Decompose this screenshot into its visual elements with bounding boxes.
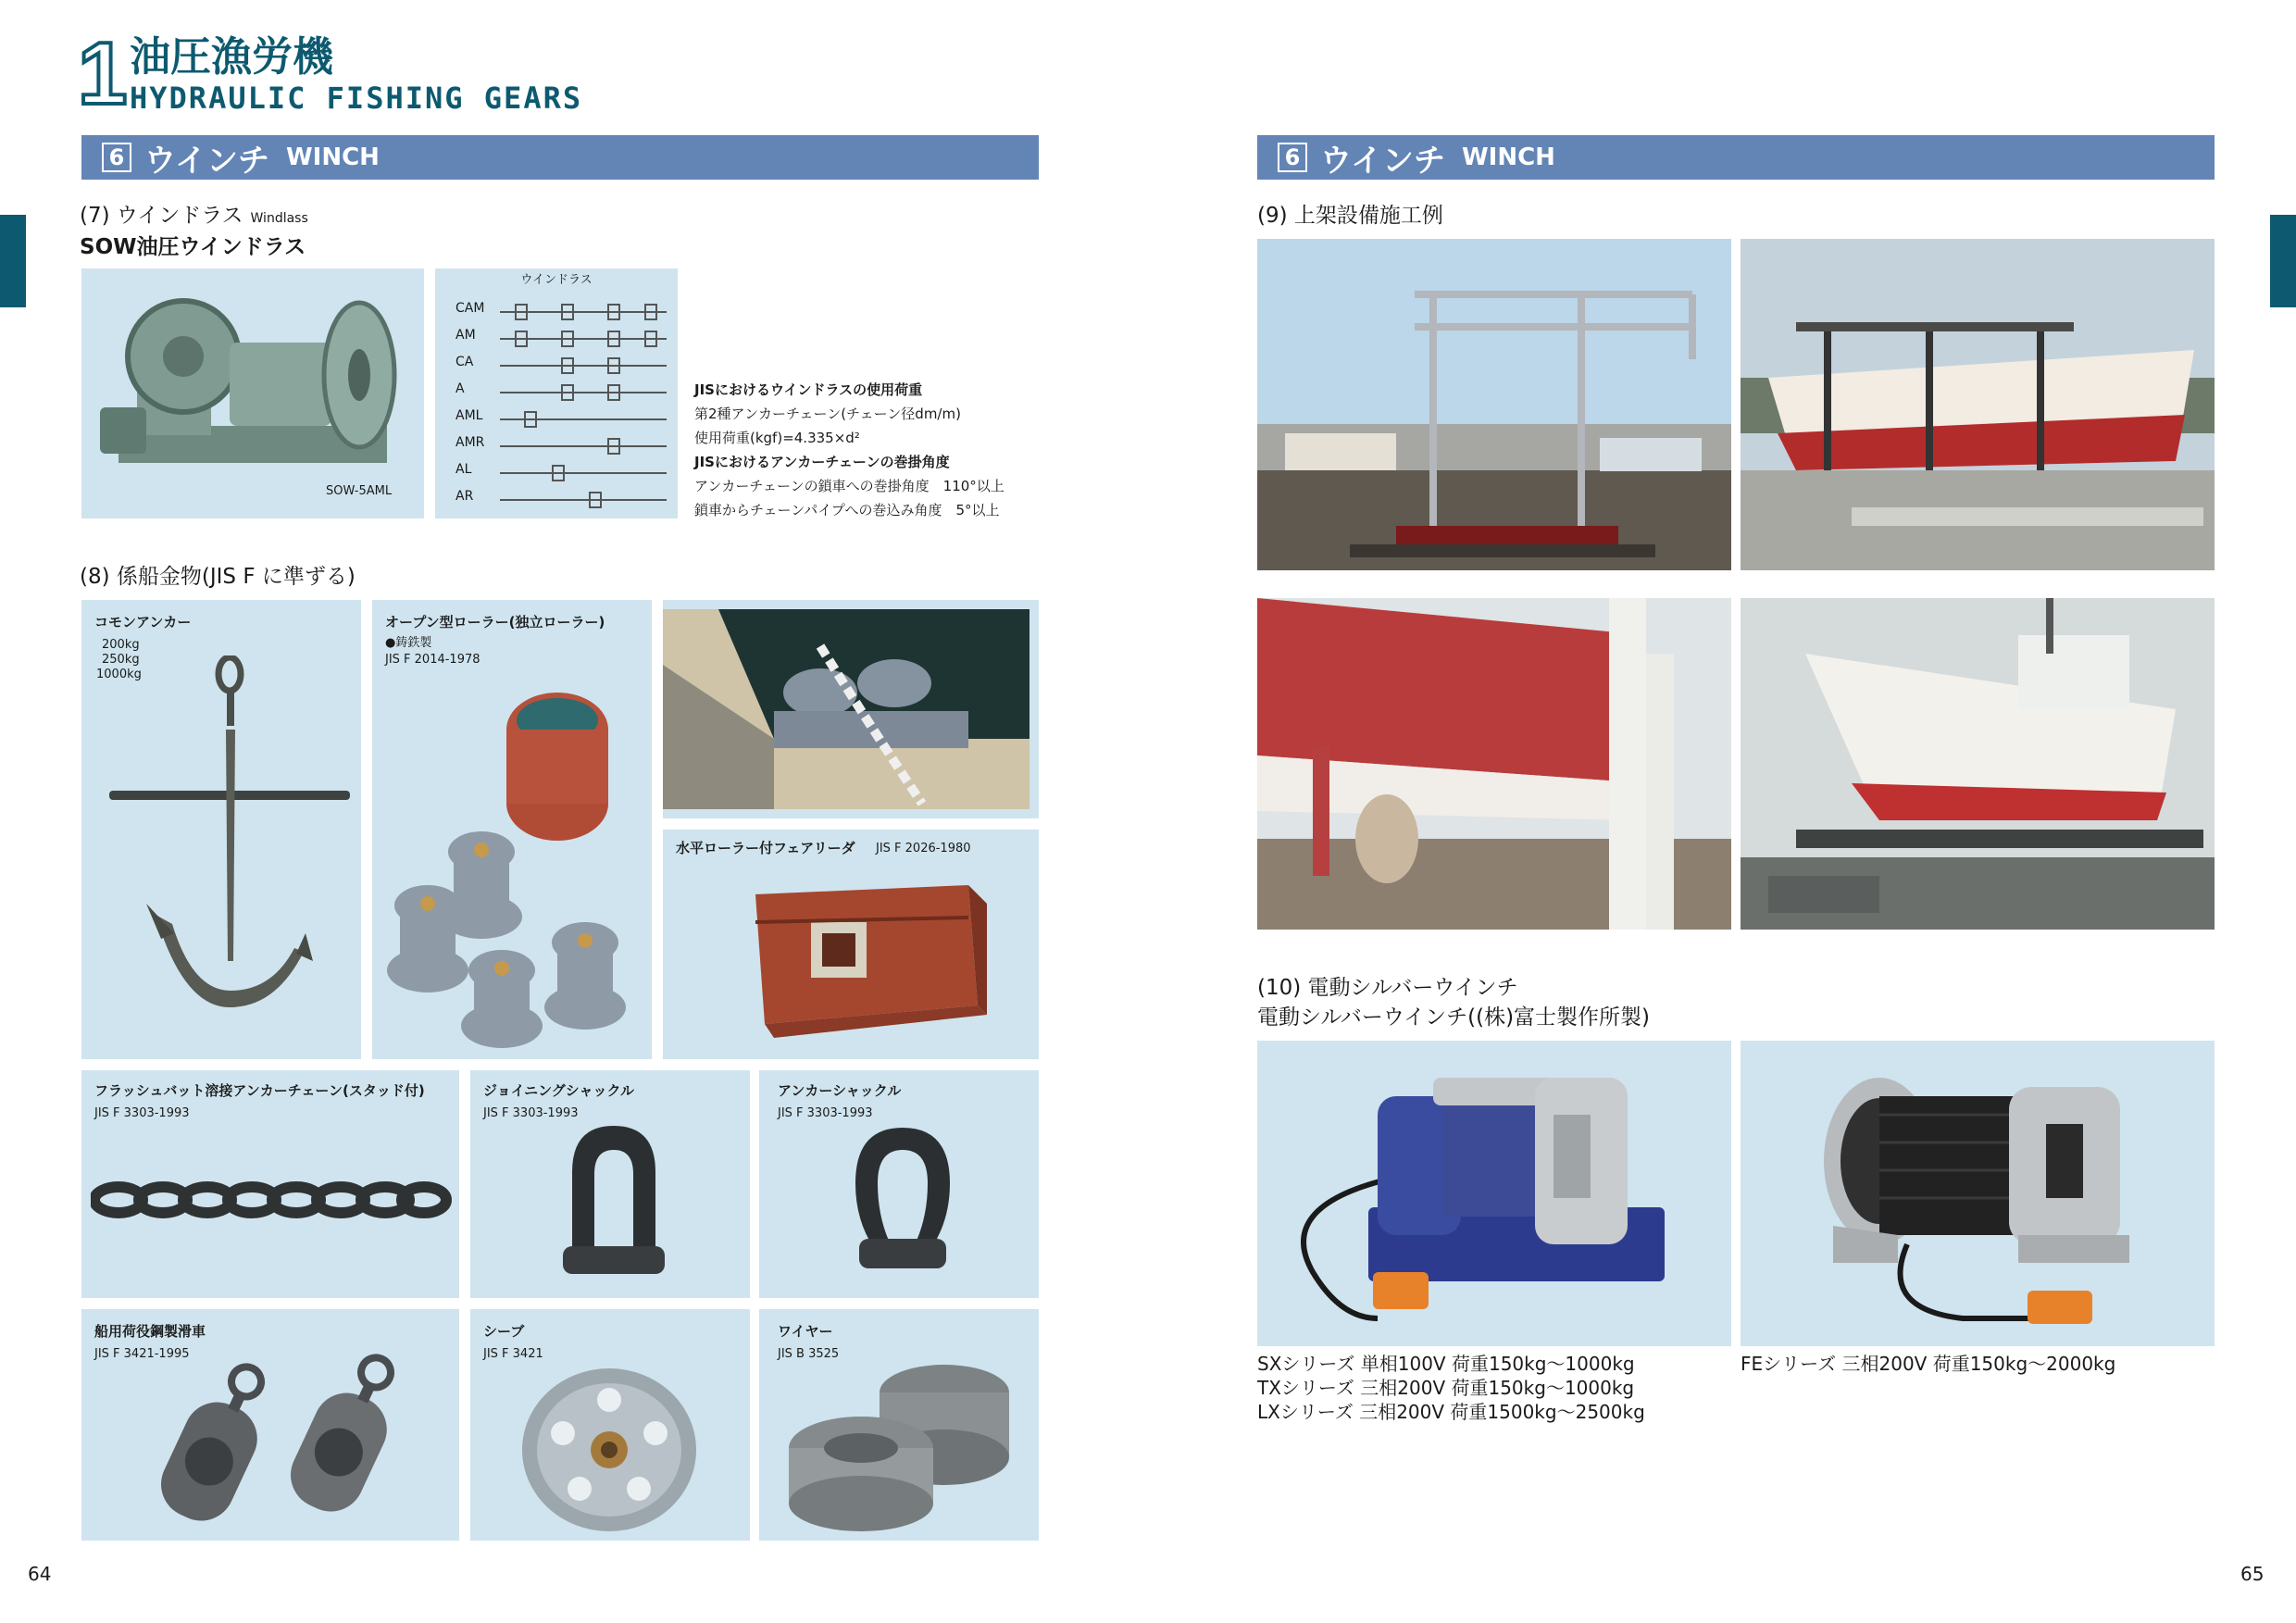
diagram-row-mark bbox=[644, 331, 657, 347]
joining-shackle-illustration bbox=[554, 1117, 674, 1292]
windlass-heading-text: (7) ウインドラス bbox=[80, 204, 243, 228]
diagram-row-line bbox=[500, 445, 667, 447]
windlass-spec-line: アンカーチェーンの鎖車への巻掛角度 110°以上 bbox=[694, 478, 1004, 494]
diagram-row-label: AM bbox=[455, 328, 476, 343]
installation-photo-1 bbox=[1257, 239, 1731, 570]
page-number-left: 64 bbox=[28, 1563, 52, 1585]
boat-rails-scene bbox=[1741, 239, 2215, 570]
block-label: 船用荷役鋼製滑車 bbox=[94, 1323, 206, 1340]
diagram-row-mark bbox=[524, 411, 537, 428]
wire-note: JIS B 3525 bbox=[778, 1347, 840, 1361]
diagram-row-mark bbox=[552, 465, 565, 481]
fairlead-note: JIS F 2026-1980 bbox=[876, 842, 971, 855]
diagram-title: ウインドラス bbox=[520, 273, 593, 287]
diagram-row-mark bbox=[589, 492, 602, 508]
windlass-photo-caption: SOW-5AML bbox=[326, 484, 393, 498]
section-bar-left bbox=[81, 135, 1039, 180]
windlass-spec-line: 第2種アンカーチェーン(チェーン径dm/m) bbox=[694, 406, 961, 422]
diagram-row-mark bbox=[515, 304, 528, 320]
diagram-row-mark bbox=[561, 331, 574, 347]
slipway-scene bbox=[1741, 598, 2215, 930]
section-title-en: WINCH bbox=[1461, 144, 1555, 171]
anchor-shackle-label: アンカーシャックル bbox=[778, 1082, 902, 1099]
anchor-illustration bbox=[100, 655, 359, 1054]
block-note: JIS F 3421-1995 bbox=[94, 1347, 190, 1361]
windlass-heading bbox=[80, 202, 308, 232]
windlass-spec-line: 鎖車からチェーンパイプへの巻込み角度 5°以上 bbox=[694, 502, 1000, 518]
anchor-note-1: 200kg bbox=[102, 638, 140, 652]
diagram-row-label: AL bbox=[455, 462, 472, 477]
diagram-row-label: AMR bbox=[455, 435, 485, 450]
silver-winch-heading: (10) 電動シルバーウインチ bbox=[1257, 976, 1518, 1000]
windlass-photo bbox=[81, 268, 424, 518]
section-title-jp: ウインチ bbox=[144, 142, 269, 180]
roller-panel bbox=[372, 600, 652, 1059]
chapter-title-jp: 油圧漁労機 bbox=[130, 33, 333, 81]
diagram-row-mark bbox=[561, 357, 574, 374]
diagram-row-mark bbox=[644, 304, 657, 320]
right-edge-tab bbox=[2270, 215, 2296, 307]
roller-illustration bbox=[372, 674, 652, 1054]
diagram-row-label: CAM bbox=[455, 301, 485, 316]
caption-sx: SXシリーズ 単相100V 荷重150kg〜1000kg bbox=[1257, 1353, 1635, 1375]
anchor-note-3: 1000kg bbox=[96, 668, 142, 681]
page-number-right: 65 bbox=[2240, 1563, 2265, 1585]
sx-winch-photo bbox=[1257, 1041, 1731, 1346]
sheave-note: JIS F 3421 bbox=[483, 1347, 543, 1361]
caption-fe: FEシリーズ 三相200V 荷重150kg〜2000kg bbox=[1741, 1353, 2116, 1375]
hull-scene bbox=[1257, 598, 1731, 930]
diagram-row-label: A bbox=[455, 381, 465, 396]
anchor-shackle-illustration bbox=[842, 1118, 963, 1294]
roller-note-1: ●鋳鉄製 bbox=[385, 636, 432, 650]
block-illustration bbox=[109, 1346, 443, 1541]
windlass-spec-line: JISにおけるアンカーチェーンの巻掛角度 bbox=[694, 454, 950, 470]
chain-note: JIS F 3303-1993 bbox=[94, 1106, 190, 1120]
windlass-specs bbox=[694, 378, 1004, 522]
diagram-row-line bbox=[500, 392, 667, 393]
installation-photo-2 bbox=[1741, 239, 2215, 570]
caption-tx: TXシリーズ 三相200V 荷重150kg〜1000kg bbox=[1257, 1377, 1635, 1399]
windlass-spec-line: JISにおけるウインドラスの使用荷重 bbox=[694, 381, 923, 398]
sheave-label: シーブ bbox=[483, 1323, 525, 1340]
chain-label: フラッシュバット溶接アンカーチェーン(スタッド付) bbox=[94, 1082, 425, 1099]
fairlead-panel bbox=[663, 830, 1039, 1059]
roller-label: オープン型ローラー(独立ローラー) bbox=[385, 614, 605, 630]
section-bar-right bbox=[1257, 135, 2215, 180]
chain-panel bbox=[81, 1070, 459, 1298]
diagram-row-label: CA bbox=[455, 355, 474, 369]
windlass-heading-en: Windlass bbox=[250, 211, 308, 226]
fe-winch-photo bbox=[1741, 1041, 2215, 1346]
diagram-row-mark bbox=[607, 357, 620, 374]
section-title-en: WINCH bbox=[285, 144, 380, 171]
sx-winch-captions bbox=[1257, 1352, 1645, 1424]
chapter-title-en: HYDRAULIC FISHING GEARS bbox=[130, 81, 583, 116]
installation-heading: (9) 上架設備施工例 bbox=[1257, 204, 1443, 228]
mooring-heading: (8) 係船金物(JIS F に準ずる) bbox=[80, 565, 356, 589]
diagram-row-line bbox=[500, 365, 667, 367]
chapter-number: 1 bbox=[78, 24, 124, 123]
fairlead-label: 水平ローラー付フェアリーダ bbox=[676, 840, 855, 856]
anchor-shackle-panel bbox=[759, 1070, 1039, 1298]
wire-illustration bbox=[778, 1337, 1028, 1537]
sx-winch-illustration bbox=[1257, 1041, 1731, 1346]
anchor-shackle-note: JIS F 3303-1993 bbox=[778, 1106, 873, 1120]
joining-shackle-note: JIS F 3303-1993 bbox=[483, 1106, 579, 1120]
roller-deck-photo bbox=[663, 600, 1039, 818]
joining-shackle-label: ジョイニングシャックル bbox=[483, 1082, 635, 1099]
caption-lx: LXシリーズ 三相200V 荷重1500kg〜2500kg bbox=[1257, 1401, 1645, 1423]
block-panel bbox=[81, 1309, 459, 1541]
diagram-row-label: AR bbox=[455, 489, 474, 504]
fairlead-illustration bbox=[737, 867, 996, 1052]
chain-illustration bbox=[91, 1163, 452, 1237]
sheave-illustration bbox=[517, 1363, 702, 1535]
windlass-illustration bbox=[81, 268, 424, 518]
diagram-row-mark bbox=[607, 331, 620, 347]
section-title-jp: ウインチ bbox=[1320, 142, 1445, 180]
silver-winch-subheading: 電動シルバーウインチ((株)富士製作所製) bbox=[1257, 1005, 1651, 1030]
sheave-panel bbox=[470, 1309, 750, 1541]
wire-label: ワイヤー bbox=[778, 1323, 833, 1340]
wire-panel bbox=[759, 1309, 1039, 1541]
windlass-diagram bbox=[435, 268, 678, 518]
fe-winch-illustration bbox=[1741, 1041, 2215, 1346]
anchor-panel bbox=[81, 600, 361, 1059]
left-edge-tab bbox=[0, 215, 26, 307]
diagram-row-mark bbox=[607, 304, 620, 320]
diagram-row-mark bbox=[515, 331, 528, 347]
anchor-note-2: 250kg bbox=[102, 653, 140, 667]
diagram-row-label: AML bbox=[455, 408, 483, 423]
deck-roller-illustration bbox=[663, 609, 1029, 809]
installation-photo-3 bbox=[1257, 598, 1731, 930]
installation-photo-4 bbox=[1741, 598, 2215, 930]
section-number: 6 bbox=[102, 143, 131, 172]
diagram-row-mark bbox=[561, 304, 574, 320]
roller-note-2: JIS F 2014-1978 bbox=[385, 653, 480, 667]
gantry-scene bbox=[1257, 239, 1731, 570]
windlass-subheading: SOW油圧ウインドラス bbox=[80, 235, 306, 259]
diagram-row-mark bbox=[607, 384, 620, 401]
diagram-row-line bbox=[500, 472, 667, 474]
section-number: 6 bbox=[1278, 143, 1307, 172]
diagram-row-mark bbox=[561, 384, 574, 401]
joining-shackle-panel bbox=[470, 1070, 750, 1298]
anchor-label: コモンアンカー bbox=[94, 614, 192, 630]
windlass-spec-line: 使用荷重(kgf)=4.335×d² bbox=[694, 430, 860, 446]
diagram-row-mark bbox=[607, 438, 620, 455]
diagram-row-line bbox=[500, 499, 667, 501]
